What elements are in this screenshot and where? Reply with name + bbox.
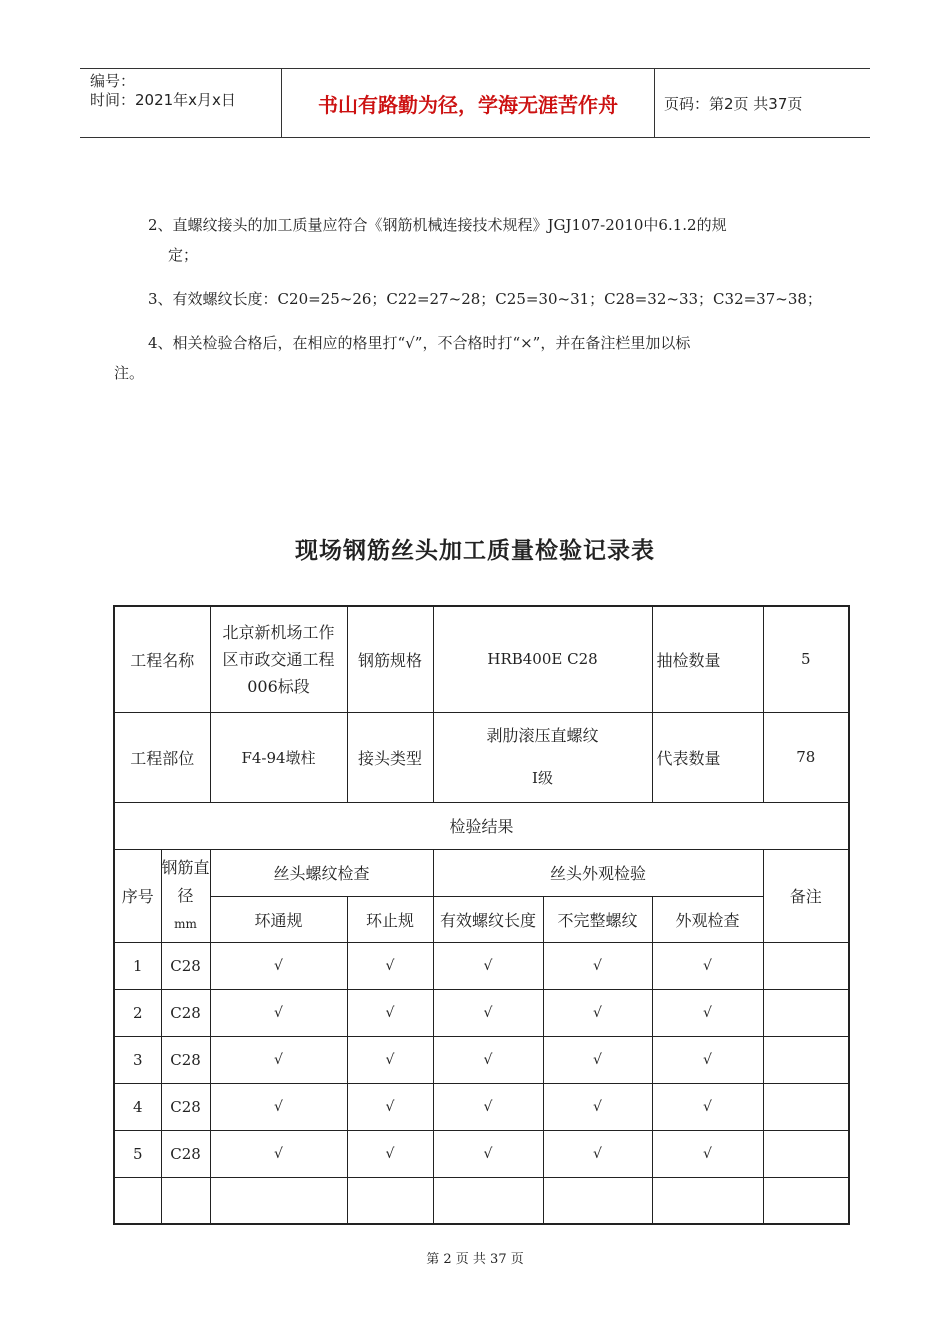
col-seq-header: 序号 xyxy=(114,849,161,942)
project-part-label: 工程部位 xyxy=(114,712,210,802)
cell-visual-check: √ xyxy=(652,1083,763,1130)
col-remark-header: 备注 xyxy=(763,849,849,942)
cell-remark xyxy=(763,1083,849,1130)
cell-remark xyxy=(763,989,849,1036)
info-row-1 xyxy=(114,606,849,712)
cell-go-gauge: √ xyxy=(210,1036,347,1083)
inspection-record-table xyxy=(113,605,850,1225)
results-header-row-2 xyxy=(114,896,849,942)
sample-qty-label: 抽检数量 xyxy=(652,606,763,712)
note-4 xyxy=(112,328,852,388)
cell-seq: 1 xyxy=(114,942,161,989)
cell-go-gauge xyxy=(210,1177,347,1224)
col-visual-check-header: 外观检查 xyxy=(652,896,763,942)
appearance-check-group-header: 丝头外观检验 xyxy=(433,849,763,896)
cell-nogo-gauge: √ xyxy=(347,942,433,989)
cell-nogo-gauge xyxy=(347,1177,433,1224)
cell-incomplete-thread: √ xyxy=(543,1083,652,1130)
cell-seq: 3 xyxy=(114,1036,161,1083)
cell-seq: 2 xyxy=(114,989,161,1036)
cell-incomplete-thread: √ xyxy=(543,1036,652,1083)
col-nogo-gauge-header: 环止规 xyxy=(347,896,433,942)
cell-diameter: C28 xyxy=(161,1083,210,1130)
cell-go-gauge: √ xyxy=(210,1130,347,1177)
note-2 xyxy=(112,210,852,270)
note-4-line-2: 注。 xyxy=(114,364,145,382)
cell-remark xyxy=(763,942,849,989)
cell-incomplete-thread: √ xyxy=(543,1130,652,1177)
cell-effective-length: √ xyxy=(433,1130,543,1177)
joint-type-line-2: I级 xyxy=(532,769,553,787)
project-name-line-2: 区市政交通工程 xyxy=(222,649,335,669)
rep-qty-label: 代表数量 xyxy=(652,712,763,802)
cell-visual-check: √ xyxy=(652,989,763,1036)
cell-visual-check xyxy=(652,1177,763,1224)
col-diameter-header xyxy=(161,849,210,942)
cell-diameter: C28 xyxy=(161,942,210,989)
table-row xyxy=(114,1036,849,1083)
cell-diameter: C28 xyxy=(161,1036,210,1083)
note-3-line: 3、有效螺纹长度：C20=25~26；C22=27~28；C25=30~31；C28=32~33；C32=37~38； xyxy=(148,290,822,308)
cell-remark xyxy=(763,1177,849,1224)
note-3 xyxy=(112,284,852,314)
cell-go-gauge: √ xyxy=(210,989,347,1036)
header-time: 时间：2021年x月x日 xyxy=(90,91,236,109)
joint-type-label: 接头类型 xyxy=(347,712,433,802)
cell-effective-length: √ xyxy=(433,942,543,989)
cell-incomplete-thread: √ xyxy=(543,989,652,1036)
cell-visual-check: √ xyxy=(652,942,763,989)
cell-effective-length: √ xyxy=(433,1036,543,1083)
cell-diameter xyxy=(161,1177,210,1224)
table-row xyxy=(114,1130,849,1177)
joint-type-value xyxy=(433,712,652,802)
col-diameter-label: 钢筋直径 xyxy=(161,857,210,905)
table-row xyxy=(114,942,849,989)
page-footer: 第 2 页 共 37 页 xyxy=(426,1252,524,1267)
note-4-line-1: 4、相关检验合格后，在相应的格里打“√”，不合格时打“×”，并在备注栏里加以标 xyxy=(148,334,691,352)
cell-diameter: C28 xyxy=(161,989,210,1036)
col-go-gauge-header: 环通规 xyxy=(210,896,347,942)
cell-diameter: C28 xyxy=(161,1130,210,1177)
cell-remark xyxy=(763,1036,849,1083)
joint-type-line-1: 剥肋滚压直螺纹 xyxy=(486,726,599,745)
results-header-row-1 xyxy=(114,849,849,896)
cell-incomplete-thread: √ xyxy=(543,942,652,989)
sample-qty-value: 5 xyxy=(763,606,849,712)
cell-nogo-gauge: √ xyxy=(347,1083,433,1130)
thread-check-group-header: 丝头螺纹检查 xyxy=(210,849,433,896)
cell-effective-length: √ xyxy=(433,1083,543,1130)
rep-qty-value: 78 xyxy=(763,712,849,802)
cell-effective-length xyxy=(433,1177,543,1224)
info-row-2 xyxy=(114,712,849,802)
col-incomplete-thread-header: 不完整螺纹 xyxy=(543,896,652,942)
project-name-label: 工程名称 xyxy=(114,606,210,712)
cell-go-gauge: √ xyxy=(210,942,347,989)
project-name-line-3: 006标段 xyxy=(247,676,310,696)
header-page-info: 页码：第2页 共37页 xyxy=(664,94,803,113)
rebar-spec-value: HRB400E C28 xyxy=(433,606,652,712)
project-part-value: F4-94墩柱 xyxy=(210,712,347,802)
cell-nogo-gauge: √ xyxy=(347,1036,433,1083)
header-number: 编号： xyxy=(90,72,136,90)
table-row xyxy=(114,1177,849,1224)
header-motto: 书山有路勤为径，学海无涯苦作舟 xyxy=(282,69,655,137)
cell-nogo-gauge: √ xyxy=(347,1130,433,1177)
cell-visual-check: √ xyxy=(652,1130,763,1177)
col-effective-length-header: 有效螺纹长度 xyxy=(433,896,543,942)
cell-remark xyxy=(763,1130,849,1177)
cell-visual-check: √ xyxy=(652,1036,763,1083)
cell-incomplete-thread xyxy=(543,1177,652,1224)
cell-seq: 4 xyxy=(114,1083,161,1130)
project-name-line-1: 北京新机场工作 xyxy=(222,622,335,642)
result-rows xyxy=(114,942,849,1224)
note-2-line-1: 2、直螺纹接头的加工质量应符合《钢筋机械连接技术规程》JGJ107-2010中6.1.2的规 xyxy=(148,216,727,234)
results-section-label: 检验结果 xyxy=(114,802,849,849)
cell-nogo-gauge: √ xyxy=(347,989,433,1036)
table-row xyxy=(114,989,849,1036)
cell-effective-length: √ xyxy=(433,989,543,1036)
table-row xyxy=(114,1083,849,1130)
results-section-row xyxy=(114,802,849,849)
page-header xyxy=(80,68,870,138)
form-title: 现场钢筋丝头加工质量检验记录表 xyxy=(295,537,655,564)
cell-seq: 5 xyxy=(114,1130,161,1177)
project-name-value xyxy=(210,606,347,712)
cell-seq xyxy=(114,1177,161,1224)
note-2-line-2: 定； xyxy=(168,246,199,264)
header-meta xyxy=(80,69,282,137)
rebar-spec-label: 钢筋规格 xyxy=(347,606,433,712)
col-diameter-unit: mm xyxy=(174,916,197,931)
cell-go-gauge: √ xyxy=(210,1083,347,1130)
